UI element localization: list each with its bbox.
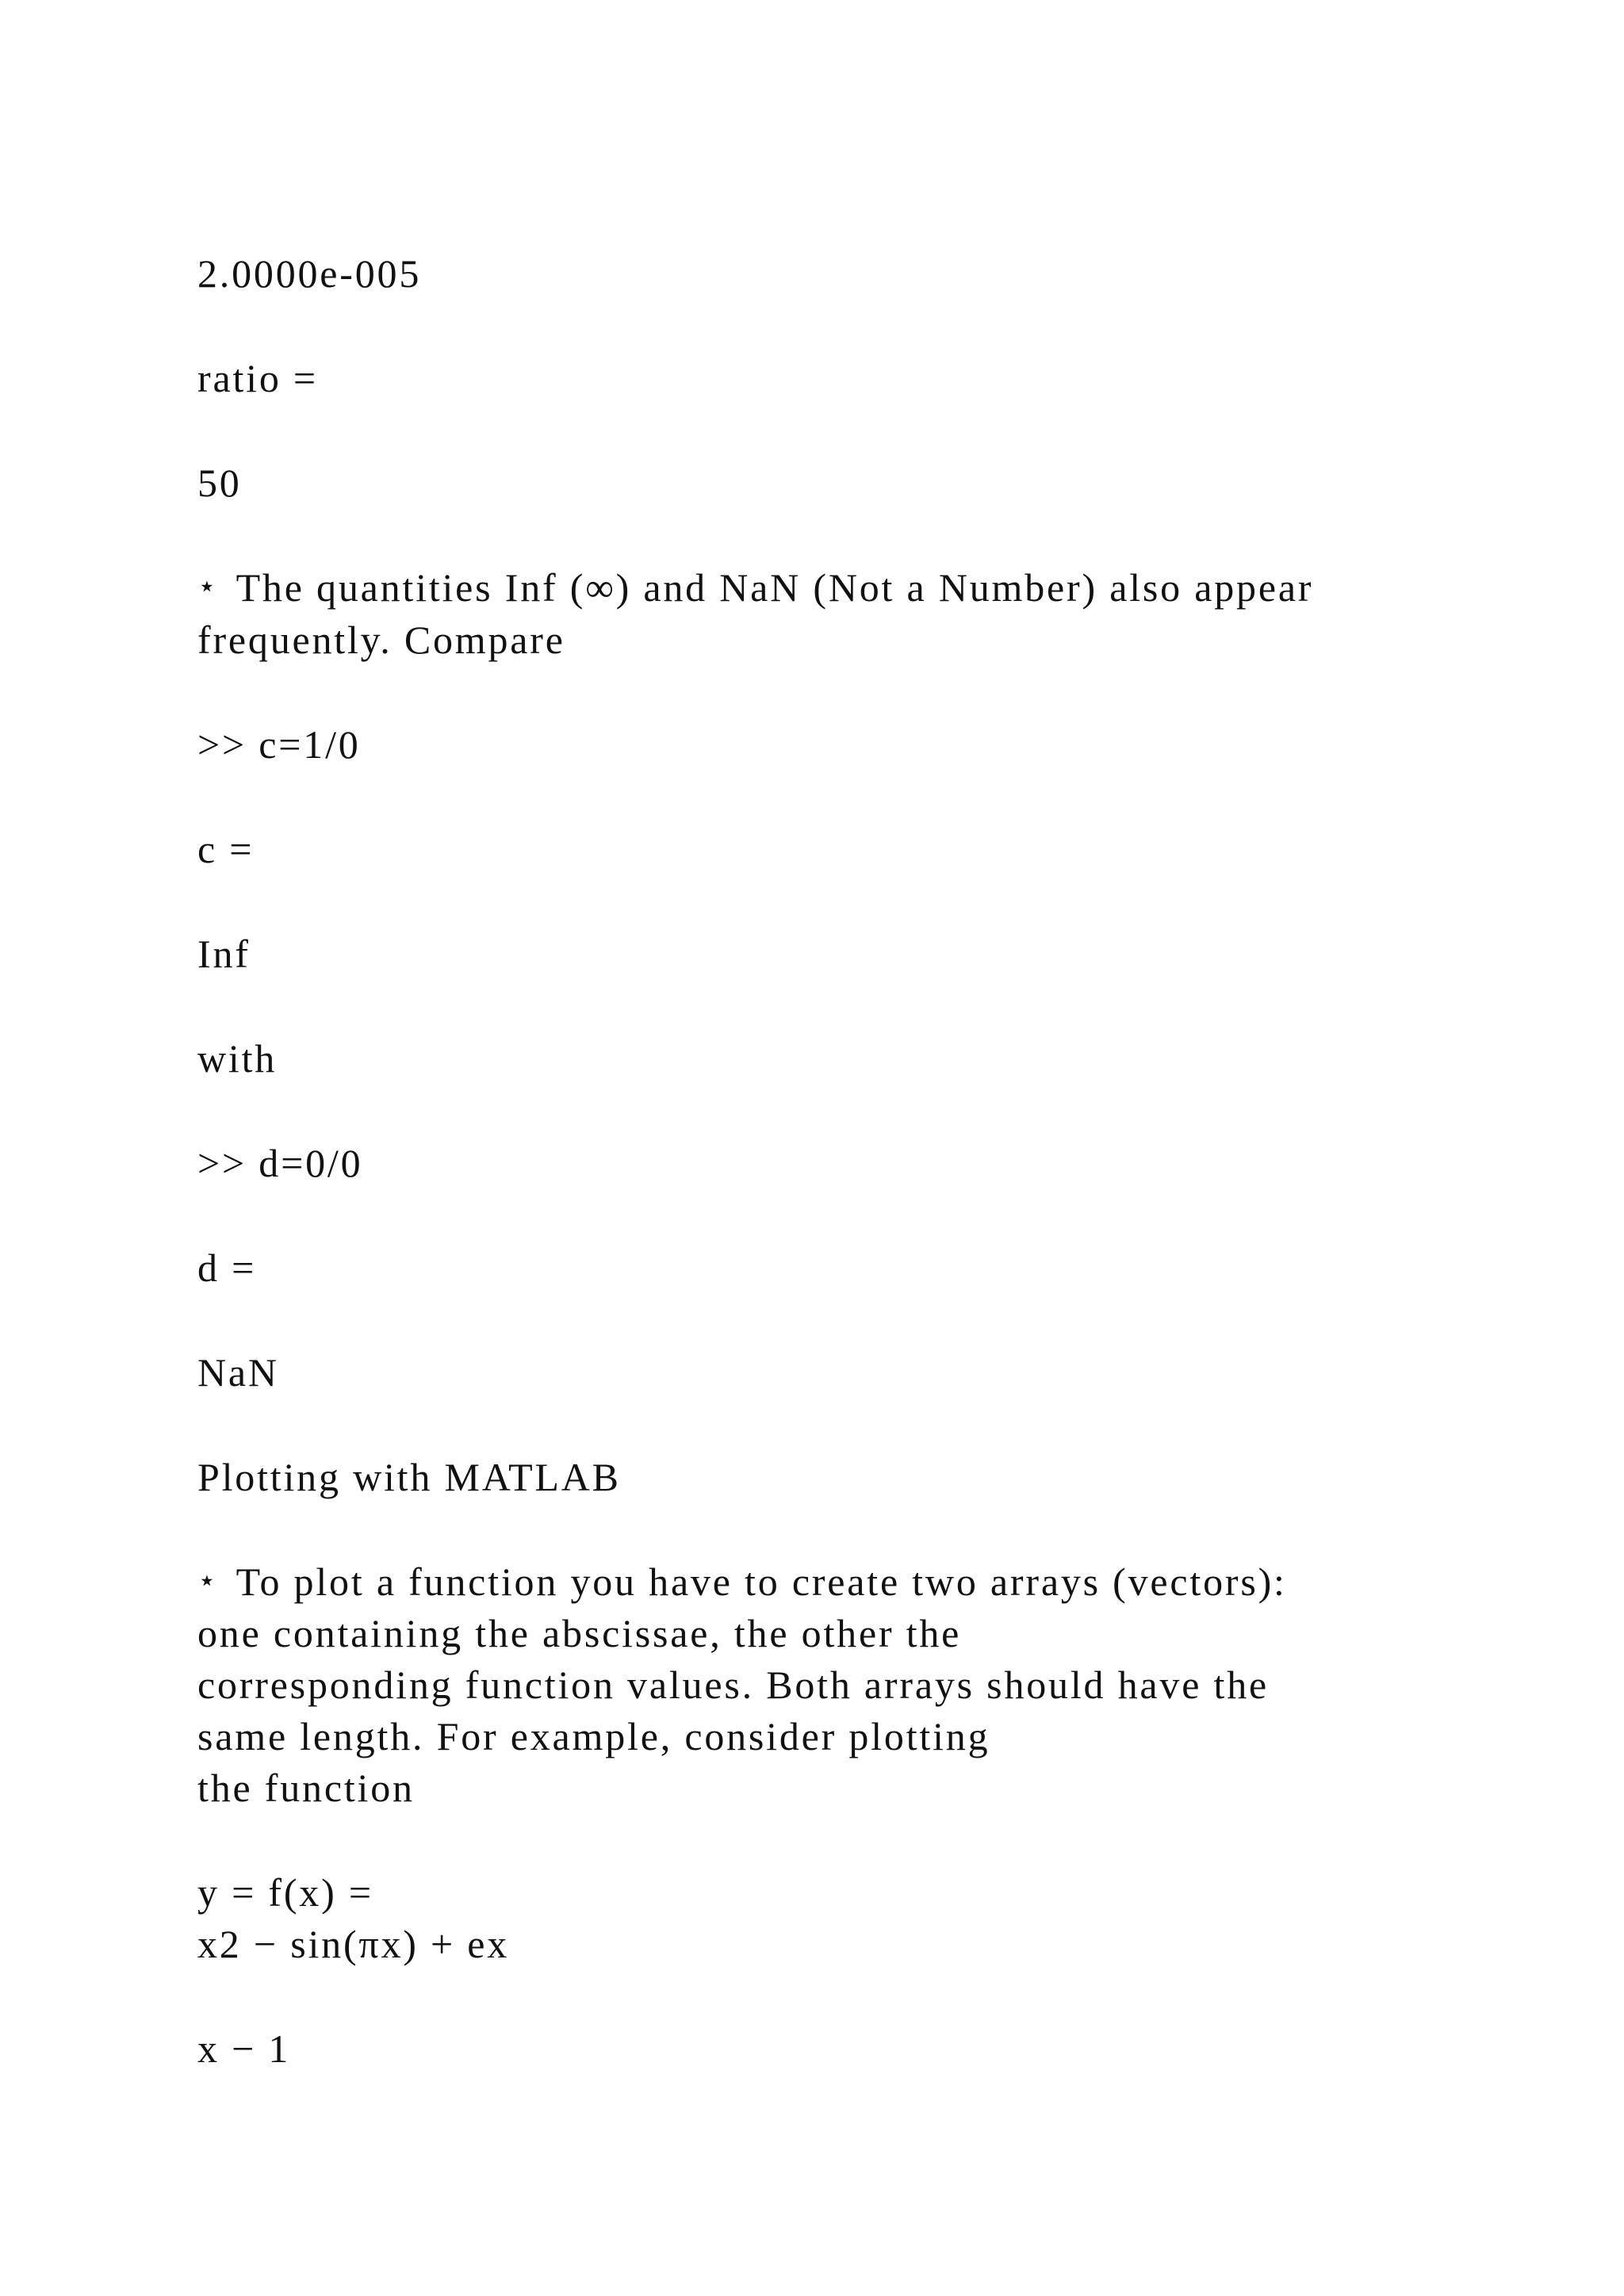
d-value: NaN (197, 1350, 279, 1395)
command-d: >> d=0/0 (197, 1141, 363, 1185)
inf-nan-paragraph-line-2: frequently. Compare (197, 618, 565, 662)
star-bullet-icon: ⋆ (197, 1564, 219, 1598)
ratio-label: ratio = (197, 356, 318, 400)
c-label: c = (197, 827, 255, 871)
plot-paragraph-line-5: the function (197, 1766, 415, 1810)
ratio-value: 50 (197, 461, 242, 505)
inf-nan-text-1: The quantities Inf (∞) and NaN (Not a Number) also appear (236, 565, 1314, 610)
plot-paragraph-line-1 (197, 1559, 1287, 1604)
star-bullet-icon: ⋆ (197, 570, 219, 603)
equation-line-2: x2 − sin(πx) + ex (197, 1922, 510, 1966)
section-heading: Plotting with MATLAB (197, 1455, 621, 1499)
equation-line-3: x − 1 (197, 2026, 291, 2071)
output-value-small: 2.0000e-005 (197, 251, 422, 296)
plot-paragraph-line-4: same length. For example, consider plotting (197, 1714, 990, 1758)
c-value: Inf (197, 932, 251, 976)
d-label: d = (197, 1246, 257, 1290)
equation-line-1: y = f(x) = (197, 1870, 373, 1915)
plot-text-1: To plot a function you have to create two arrays (vectors): (236, 1559, 1287, 1604)
command-c: >> c=1/0 (197, 722, 361, 767)
plot-paragraph-line-2: one containing the abscissae, the other the (197, 1611, 962, 1655)
plot-paragraph-line-3: corresponding function values. Both arrays should have the (197, 1663, 1269, 1707)
with-text: with (197, 1036, 278, 1081)
inf-nan-paragraph-line-1 (197, 565, 1314, 610)
